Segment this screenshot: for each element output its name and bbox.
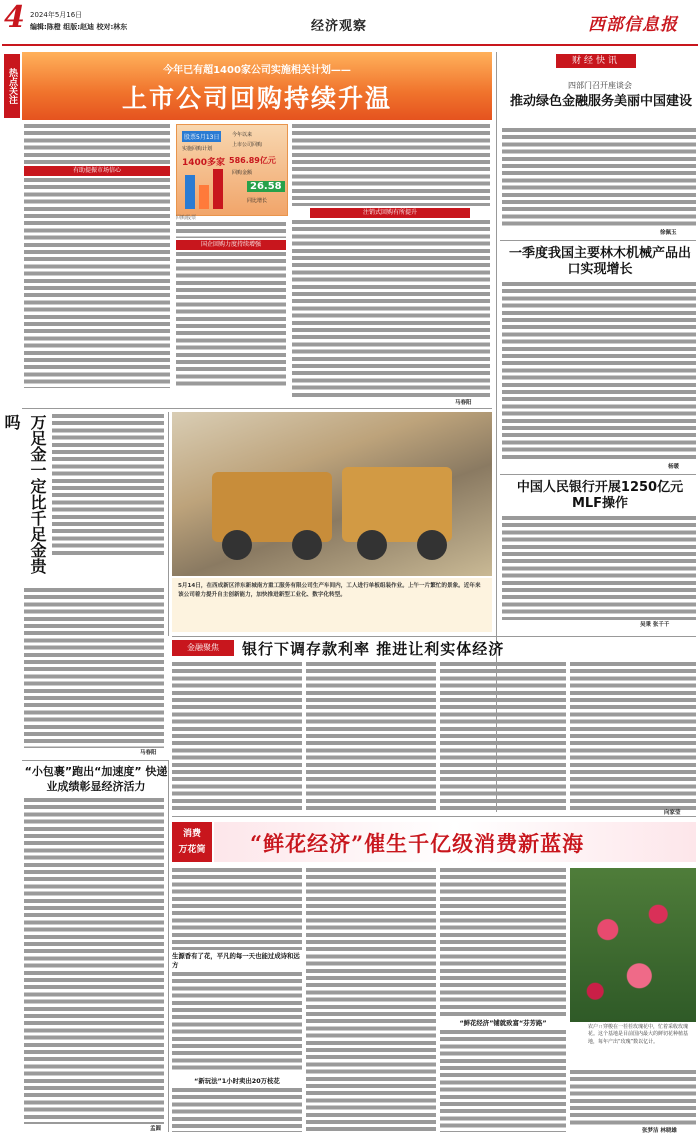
- divider: [168, 760, 169, 1132]
- chart-label-amount: 586.89亿元: [229, 156, 276, 165]
- buyback-chart-graphic: [176, 124, 288, 216]
- consumption-subhead-1: 生源香有了花，平凡的每一天也能过成诗和远方: [172, 952, 300, 969]
- top-story-credit: 马春阳: [455, 400, 472, 406]
- chart-label-count: 1400多家: [182, 158, 226, 168]
- finance-review-label: 金融聚焦: [172, 640, 234, 656]
- chart-label-date: 股票5月13日: [182, 131, 221, 142]
- finance-express-label: 财经快讯: [556, 54, 636, 68]
- chart-label-growth-desc: 同比增长: [247, 198, 268, 204]
- bank-col2: [306, 662, 436, 812]
- top-story-col3a: [292, 124, 490, 206]
- divider: [500, 240, 696, 241]
- consumption-col4: [570, 1070, 696, 1126]
- chart-label-companies: 上市公司回购: [232, 142, 263, 148]
- factory-photo: [172, 412, 492, 576]
- bank-col3: [440, 662, 566, 812]
- consumption-label: [172, 822, 212, 862]
- divider: [500, 474, 696, 475]
- machinery-credit: 杨暖: [668, 464, 680, 470]
- package-body: [24, 798, 164, 1124]
- bank-col4: [570, 662, 696, 810]
- hotspot-text: 热点关注: [7, 68, 17, 104]
- gold-body: [24, 588, 164, 748]
- flower-caption: 农户ㄇ穿梭在一茬茬玫瑰花中，忙着采收玫瑰花。这个基地是目前国内最大的鲜切花种植基地，每年产出“玫瑰”数以亿计。: [588, 1024, 689, 1045]
- mlf-body: [502, 516, 696, 620]
- consumption-col1b: [172, 972, 302, 1072]
- page-header: [0, 0, 700, 50]
- finance-express-title: 推动绿色金融服务美丽中国建设: [510, 94, 693, 109]
- gold-title: [2, 414, 50, 582]
- paper-logo: 西部信息报: [588, 15, 678, 35]
- bank-credit: 向家莹: [664, 810, 681, 816]
- chart-bar: [199, 185, 209, 209]
- subhead-market-confidence: 有助提振市场信心: [24, 166, 170, 176]
- package-title: “小包裹”跑出“加速度” 快递业成绩彰显经济活力: [24, 765, 168, 793]
- chart-bar: [185, 175, 195, 209]
- wheel-shape: [357, 530, 387, 560]
- gold-credit: 马春阳: [140, 750, 157, 756]
- top-story-col1: [24, 178, 170, 388]
- consumption-col1a: [172, 868, 302, 950]
- consumption-col3a: [440, 868, 566, 1016]
- chart-bar: [213, 169, 223, 209]
- photo-caption-box: [172, 578, 492, 632]
- banner-kicker: 今年已有超1400家公司实施相关计划——: [163, 65, 351, 76]
- finance-express-credit: 徐佩玉: [660, 230, 677, 236]
- flower-photo: [570, 868, 696, 1022]
- divider: [168, 412, 169, 636]
- top-banner: [22, 52, 492, 120]
- banner-title: 上市公司回购持续升温: [121, 84, 392, 113]
- chart-label-ytd: 今年以来: [232, 132, 253, 138]
- hotspot-label: [4, 54, 20, 118]
- divider: [22, 760, 168, 761]
- bank-col1: [172, 662, 302, 812]
- finance-express-kicker: 四部门召开座谈会: [568, 81, 632, 90]
- section-title: 经济观察: [311, 19, 368, 34]
- chart-label-growth: 26.58: [247, 181, 285, 192]
- consumption-label-2: 万花筒: [178, 845, 206, 855]
- package-credit: 孟圆: [150, 1126, 162, 1132]
- photo-caption: 5月14日，在西成新区洋东新城南方重工服务有限公司生产车间内，工人进行单板组装作业。上午一片繁忙的景象。近年来该公司着力提升自主创新能力，加快推进新型工业化、数字化转型。: [178, 583, 481, 598]
- finance-express-body: [502, 128, 696, 226]
- mlf-credit: 吴秉 张千千: [640, 622, 670, 628]
- consumption-col3b: [440, 1030, 566, 1132]
- divider: [22, 408, 492, 409]
- top-story-col3b: [292, 220, 490, 398]
- consumption-banner: [214, 822, 696, 862]
- chart-label-plan: 实施回购计划: [182, 146, 213, 152]
- consumption-credit: 张梦洁 林晓雄: [642, 1128, 677, 1134]
- header-rule: [2, 44, 698, 46]
- chart-caption: 回购股票: [176, 215, 197, 221]
- bank-title: 银行下调存款利率 推进让利实体经济: [242, 640, 505, 658]
- top-story-col2a: [176, 222, 286, 238]
- wheel-shape: [417, 530, 447, 560]
- mlf-title: 中国人民银行开展1250亿元MLF操作: [516, 480, 684, 511]
- machinery-body: [502, 282, 696, 462]
- consumption-col1c: [172, 1088, 302, 1132]
- consumption-col2: [306, 868, 436, 1132]
- divider: [172, 636, 696, 637]
- chart-label-amount-desc: 回购金额: [232, 170, 253, 176]
- page-date: 2024年5月16日: [30, 11, 83, 19]
- consumption-subhead-2: “鲜花经济”铺就致富“芬芳路”: [459, 1019, 547, 1027]
- top-story-lead: [24, 124, 170, 164]
- subhead-cancellation: 注销式回购有所提升: [310, 208, 470, 218]
- wheel-shape: [292, 530, 322, 560]
- consumption-subhead-3: “新玩法”1小时卖出20万枝花: [194, 1077, 280, 1085]
- gold-lead: [52, 414, 164, 558]
- machinery-title: 一季度我国主要林木机械产品出口实现增长: [508, 246, 691, 277]
- divider: [172, 816, 696, 817]
- consumption-label-1: 消费: [182, 829, 201, 839]
- top-story-col2b: [176, 252, 286, 388]
- consumption-title: “鲜花经济”催生千亿级消费新蓝海: [250, 831, 585, 856]
- wheel-shape: [222, 530, 252, 560]
- gold-title-text: 万足金一定比千足金贵吗: [2, 414, 47, 574]
- subhead-soe: 国企回购力度持续增强: [176, 240, 286, 250]
- page-editors: 编辑:陈橙 组版:赵迪 校对:林东: [30, 23, 128, 31]
- page-number: 4: [4, 0, 25, 35]
